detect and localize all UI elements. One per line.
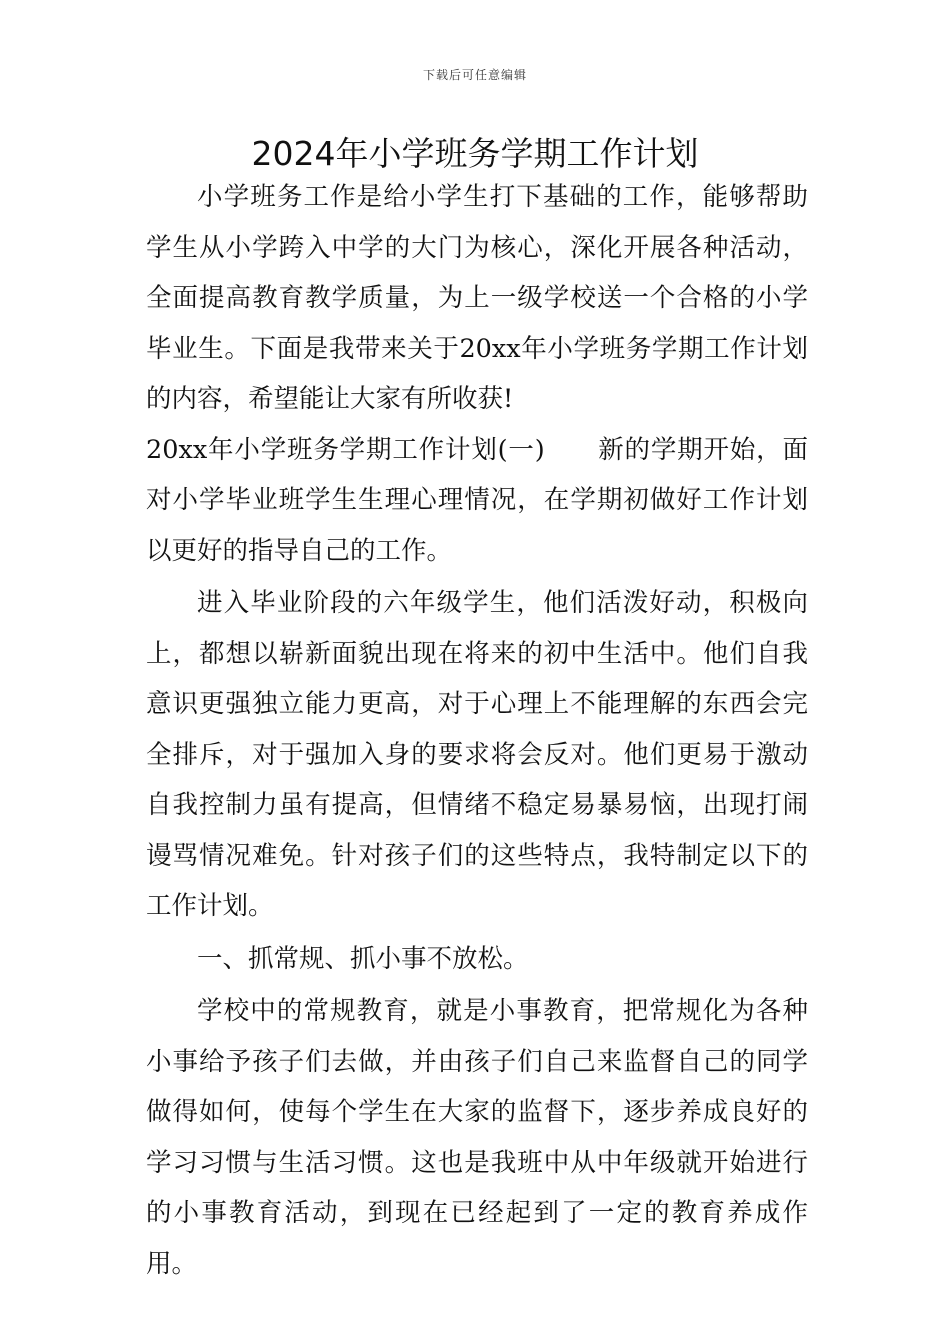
header-note: 下载后可任意编辑 (422, 68, 527, 82)
paragraph-intro: 小学班务工作是给小学生打下基础的工作，能够帮助学生从小学跨入中学的大门为核心，深化开展各种活动，全面提高教育教学质量，为上一级学校送一个合格的小学毕业生。下面是我带来关于20xx年小学班务学期工作计划的内容，希望能让大家有所收获! (146, 182, 808, 414)
paragraph-student-traits: 进入毕业阶段的六年级学生，他们活泼好动，积极向上，都想以崭新面貌出现在将来的初中生活中。他们自我意识更强独立能力更高，对于心理上不能理解的东西会完全排斥，对于强加入身的要求将会反对。他们更易于激动自我控制力虽有提高，但情绪不稳定易暴易恼，出现打闹谩骂情况难免。针对孩子们的这些特点，我特制定以下的工作计划。 (146, 588, 808, 921)
section-heading-1: 一、抓常规、抓小事不放松。 (197, 943, 529, 974)
page-title: 2024年小学班务学期工作计划 (251, 134, 699, 173)
paragraph-routine-education: 学校中的常规教育，就是小事教育，把常规化为各种小事给予孩子们去做，并由孩子们自己来监督自己的同学做得如何，使每个学生在大家的监督下，逐步养成良好的学习习惯与生活习惯。这也是我班中从中年级就开始进行的小事教育活动，到现在已经起到了一定的教育养成作用。 (146, 996, 808, 1279)
document-body (146, 172, 808, 1289)
paragraph-plan-heading: 20xx年小学班务学期工作计划(一) 新的学期开始，面对小学毕业班学生生理心理情况，在学期初做好工作计划以更好的指导自己的工作。 (146, 434, 808, 566)
